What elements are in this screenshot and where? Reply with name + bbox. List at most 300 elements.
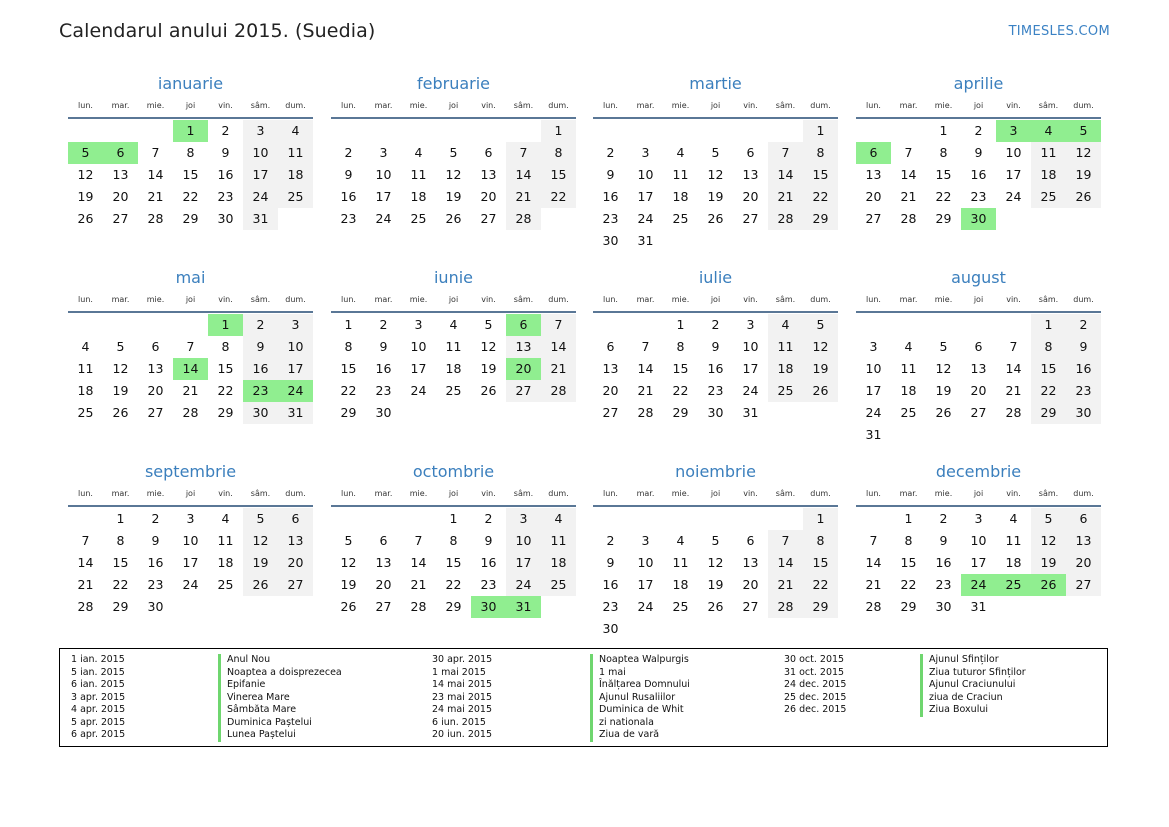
header-rule — [331, 505, 576, 507]
weekday-label: mie. — [409, 489, 428, 498]
day-cell: 18 — [672, 189, 689, 204]
day-cell: 2 — [344, 145, 353, 160]
weekday-label: mar. — [636, 489, 655, 498]
empty-cell — [663, 508, 698, 530]
day-cell: 15 — [935, 167, 952, 182]
day-cell: 21 — [768, 186, 803, 208]
day-cell: 26 — [707, 211, 724, 226]
weekday-header — [331, 99, 576, 113]
header-rule — [593, 505, 838, 507]
day-cell: 13 — [147, 361, 164, 376]
day-cell: 30 — [602, 621, 619, 636]
day-cell: 17 — [1005, 167, 1022, 182]
day-cell: 25 — [672, 599, 689, 614]
day-cell: 3 — [243, 120, 278, 142]
day-cell: 4 — [676, 533, 685, 548]
day-cell: 3 — [414, 317, 423, 332]
day-cell: 27 — [970, 405, 987, 420]
legend-date: 4 apr. 2015 — [71, 704, 126, 715]
day-cell: 17 — [506, 552, 541, 574]
legend-names-col-1 — [218, 654, 342, 742]
day-cell: 27 — [1066, 574, 1101, 596]
legend-holiday-name: Înălțarea Domnului — [590, 679, 690, 692]
weekday-label: sâm. — [513, 489, 534, 498]
empty-cell — [103, 120, 138, 142]
day-cell: 5 — [803, 314, 838, 336]
day-cell: 4 — [221, 511, 230, 526]
day-cell: 17 — [243, 164, 278, 186]
day-cell: 13 — [970, 361, 987, 376]
day-cell: 23 — [1066, 380, 1101, 402]
day-cell: 20 — [112, 189, 129, 204]
day-cell: 26 — [480, 383, 497, 398]
weekday-label: joi — [973, 489, 984, 498]
legend-date: 24 dec. 2015 — [784, 679, 847, 690]
day-cell: 30 — [471, 596, 506, 618]
day-cell: 31 — [506, 596, 541, 618]
days-grid — [856, 120, 1101, 230]
empty-cell — [103, 314, 138, 336]
weekday-label: dum. — [285, 295, 306, 304]
weekday-label: mar. — [899, 101, 918, 110]
day-cell: 29 — [900, 599, 917, 614]
legend-date: 1 mai 2015 — [432, 666, 486, 678]
month-title: iunie — [433, 268, 473, 287]
weekday-label: joi — [448, 101, 459, 110]
weekday-label: mar. — [374, 101, 393, 110]
day-cell: 8 — [344, 339, 353, 354]
day-cell: 22 — [672, 383, 689, 398]
day-cell: 20 — [506, 358, 541, 380]
day-cell: 20 — [742, 577, 759, 592]
day-cell: 16 — [935, 555, 952, 570]
day-cell: 1 — [676, 317, 685, 332]
day-cell: 20 — [865, 189, 882, 204]
day-cell: 24 — [1005, 189, 1022, 204]
empty-cell — [628, 120, 663, 142]
month-octombrie — [331, 461, 576, 618]
day-cell: 27 — [375, 599, 392, 614]
day-cell: 23 — [217, 189, 234, 204]
day-cell: 7 — [414, 533, 423, 548]
day-cell: 19 — [445, 189, 462, 204]
day-cell: 6 — [974, 339, 983, 354]
day-cell: 25 — [410, 211, 427, 226]
day-cell: 10 — [1005, 145, 1022, 160]
day-cell: 28 — [541, 380, 576, 402]
month-title: iulie — [698, 268, 733, 287]
weekday-label: joi — [710, 101, 721, 110]
day-cell: 27 — [480, 211, 497, 226]
day-cell: 29 — [672, 405, 689, 420]
day-cell: 22 — [1031, 380, 1066, 402]
day-cell: 29 — [445, 599, 462, 614]
day-cell: 24 — [243, 186, 278, 208]
day-cell: 8 — [541, 142, 576, 164]
day-cell: 7 — [768, 142, 803, 164]
day-cell: 1 — [803, 508, 838, 530]
day-cell: 11 — [278, 142, 313, 164]
day-cell: 2 — [1066, 314, 1101, 336]
day-cell: 29 — [803, 208, 838, 230]
day-cell: 20 — [375, 577, 392, 592]
days-grid — [68, 120, 313, 230]
header-rule — [68, 311, 313, 313]
month-mai — [68, 267, 313, 424]
day-cell: 17 — [637, 577, 654, 592]
day-cell: 13 — [278, 530, 313, 552]
weekday-label: joi — [185, 101, 196, 110]
day-cell: 14 — [768, 552, 803, 574]
empty-cell — [733, 508, 768, 530]
weekday-label: lun. — [866, 489, 881, 498]
header-rule — [331, 311, 576, 313]
weekday-label: sâm. — [250, 101, 271, 110]
day-cell: 16 — [480, 555, 497, 570]
empty-cell — [331, 508, 366, 530]
day-cell: 14 — [865, 555, 882, 570]
day-cell: 3 — [278, 314, 313, 336]
day-cell: 22 — [900, 577, 917, 592]
day-cell: 30 — [935, 599, 952, 614]
day-cell: 11 — [217, 533, 234, 548]
day-cell: 30 — [217, 211, 234, 226]
day-cell: 24 — [375, 211, 392, 226]
weekday-header — [593, 487, 838, 501]
day-cell: 5 — [939, 339, 948, 354]
legend-names-col-2 — [590, 654, 690, 742]
day-cell: 6 — [484, 145, 493, 160]
legend-date: 6 ian. 2015 — [71, 679, 125, 690]
day-cell: 12 — [340, 555, 357, 570]
day-cell: 31 — [865, 427, 882, 442]
day-cell: 5 — [243, 508, 278, 530]
day-cell: 25 — [217, 577, 234, 592]
day-cell: 4 — [676, 145, 685, 160]
weekday-label: dum. — [1073, 489, 1094, 498]
day-cell: 23 — [340, 211, 357, 226]
legend-holiday-name: Epifanie — [218, 679, 342, 692]
empty-cell — [996, 314, 1031, 336]
day-cell: 24 — [637, 211, 654, 226]
day-cell: 22 — [182, 189, 199, 204]
holiday-legend — [59, 648, 1108, 747]
header-rule — [593, 311, 838, 313]
legend-date: 6 apr. 2015 — [71, 729, 126, 740]
day-cell: 23 — [375, 383, 392, 398]
day-cell: 9 — [243, 336, 278, 358]
day-cell: 26 — [707, 599, 724, 614]
weekday-label: mar. — [111, 295, 130, 304]
day-cell: 10 — [865, 361, 882, 376]
empty-cell — [471, 120, 506, 142]
day-cell: 26 — [445, 211, 462, 226]
day-cell: 28 — [77, 599, 94, 614]
day-cell: 26 — [935, 405, 952, 420]
day-cell: 9 — [606, 167, 615, 182]
day-cell: 21 — [900, 189, 917, 204]
day-cell: 3 — [506, 508, 541, 530]
day-cell: 27 — [742, 599, 759, 614]
day-cell: 10 — [970, 533, 987, 548]
days-grid — [593, 314, 838, 424]
day-cell: 29 — [340, 405, 357, 420]
month-title: martie — [689, 74, 742, 93]
day-cell: 5 — [1031, 508, 1066, 530]
weekday-label: lun. — [341, 295, 356, 304]
day-cell: 24 — [182, 577, 199, 592]
empty-cell — [926, 314, 961, 336]
day-cell: 3 — [379, 145, 388, 160]
empty-cell — [663, 120, 698, 142]
day-cell: 15 — [217, 361, 234, 376]
weekday-label: mar. — [374, 489, 393, 498]
day-cell: 4 — [1031, 120, 1066, 142]
day-cell: 28 — [768, 596, 803, 618]
day-cell: 20 — [147, 383, 164, 398]
day-cell: 1 — [344, 317, 353, 332]
day-cell: 28 — [900, 211, 917, 226]
empty-cell — [628, 314, 663, 336]
weekday-label: mar. — [899, 295, 918, 304]
weekday-label: joi — [448, 489, 459, 498]
day-cell: 28 — [768, 208, 803, 230]
weekday-label: mie. — [146, 101, 165, 110]
weekday-label: sâm. — [250, 295, 271, 304]
day-cell: 5 — [344, 533, 353, 548]
days-grid — [331, 508, 576, 618]
day-cell: 3 — [641, 533, 650, 548]
day-cell: 13 — [742, 167, 759, 182]
weekday-label: mar. — [899, 489, 918, 498]
day-cell: 22 — [935, 189, 952, 204]
month-ianuarie — [68, 73, 313, 230]
empty-cell — [436, 120, 471, 142]
day-cell: 9 — [606, 555, 615, 570]
empty-cell — [891, 120, 926, 142]
day-cell: 14 — [147, 167, 164, 182]
empty-cell — [733, 120, 768, 142]
day-cell: 24 — [961, 574, 996, 596]
weekday-label: dum. — [1073, 295, 1094, 304]
day-cell: 23 — [147, 577, 164, 592]
day-cell: 20 — [602, 383, 619, 398]
day-cell: 8 — [676, 339, 685, 354]
weekday-label: vin. — [743, 295, 758, 304]
weekday-label: lun. — [603, 295, 618, 304]
day-cell: 15 — [900, 555, 917, 570]
legend-date: 23 mai 2015 — [432, 691, 493, 703]
day-cell: 1 — [939, 123, 948, 138]
day-cell: 4 — [904, 339, 913, 354]
day-cell: 21 — [410, 577, 427, 592]
day-cell: 14 — [1005, 361, 1022, 376]
day-cell: 2 — [484, 511, 493, 526]
day-cell: 26 — [803, 380, 838, 402]
legend-date: 24 mai 2015 — [432, 704, 493, 715]
day-cell: 20 — [742, 189, 759, 204]
day-cell: 16 — [602, 577, 619, 592]
weekday-header — [856, 293, 1101, 307]
day-cell: 26 — [1066, 186, 1101, 208]
day-cell: 7 — [904, 145, 913, 160]
day-cell: 12 — [445, 167, 462, 182]
day-cell: 18 — [672, 577, 689, 592]
empty-cell — [593, 508, 628, 530]
days-grid — [68, 314, 313, 424]
day-cell: 19 — [112, 383, 129, 398]
day-cell: 17 — [865, 383, 882, 398]
day-cell: 11 — [768, 336, 803, 358]
empty-cell — [628, 508, 663, 530]
day-cell: 5 — [68, 142, 103, 164]
day-cell: 1 — [1031, 314, 1066, 336]
day-cell: 6 — [746, 145, 755, 160]
day-cell: 19 — [1066, 164, 1101, 186]
month-februarie — [331, 73, 576, 230]
day-cell: 28 — [506, 208, 541, 230]
weekday-header — [68, 293, 313, 307]
day-cell: 31 — [278, 402, 313, 424]
day-cell: 12 — [1031, 530, 1066, 552]
day-cell: 23 — [243, 380, 278, 402]
legend-date: 20 iun. 2015 — [432, 729, 493, 740]
day-cell: 28 — [1005, 405, 1022, 420]
weekday-label: vin. — [481, 101, 496, 110]
day-cell: 15 — [340, 361, 357, 376]
month-noiembrie — [593, 461, 838, 640]
empty-cell — [856, 508, 891, 530]
header-rule — [856, 505, 1101, 507]
days-grid — [856, 314, 1101, 446]
weekday-label: vin. — [1006, 101, 1021, 110]
day-cell: 8 — [803, 530, 838, 552]
day-cell: 24 — [637, 599, 654, 614]
day-cell: 30 — [602, 233, 619, 248]
weekday-label: mie. — [671, 295, 690, 304]
legend-date: 25 dec. 2015 — [784, 691, 847, 703]
day-cell: 4 — [414, 145, 423, 160]
day-cell: 24 — [865, 405, 882, 420]
day-cell: 3 — [996, 120, 1031, 142]
day-cell: 13 — [742, 555, 759, 570]
day-cell: 21 — [541, 358, 576, 380]
day-cell: 27 — [147, 405, 164, 420]
day-cell: 7 — [151, 145, 160, 160]
day-cell: 20 — [970, 383, 987, 398]
day-cell: 21 — [637, 383, 654, 398]
day-cell: 8 — [186, 145, 195, 160]
weekday-label: lun. — [866, 101, 881, 110]
empty-cell — [698, 120, 733, 142]
day-cell: 29 — [1031, 402, 1066, 424]
weekday-header — [68, 99, 313, 113]
day-cell: 19 — [1031, 552, 1066, 574]
brand-link[interactable]: TIMESLES.COM — [1008, 24, 1110, 39]
day-cell: 25 — [77, 405, 94, 420]
weekday-label: vin. — [743, 101, 758, 110]
day-cell: 15 — [803, 552, 838, 574]
empty-cell — [856, 120, 891, 142]
empty-cell — [593, 314, 628, 336]
day-cell: 11 — [672, 555, 689, 570]
month-title: noiembrie — [675, 462, 756, 481]
day-cell: 3 — [186, 511, 195, 526]
day-cell: 11 — [900, 361, 917, 376]
day-cell: 11 — [1031, 142, 1066, 164]
days-grid — [856, 508, 1101, 618]
legend-holiday-name: Ziua Boxului — [920, 704, 1026, 717]
day-cell: 5 — [116, 339, 125, 354]
weekday-label: joi — [973, 101, 984, 110]
day-cell: 12 — [803, 336, 838, 358]
weekday-label: mie. — [934, 489, 953, 498]
day-cell: 8 — [939, 145, 948, 160]
weekday-label: mar. — [374, 295, 393, 304]
day-cell: 27 — [112, 211, 129, 226]
day-cell: 2 — [939, 511, 948, 526]
day-cell: 10 — [375, 167, 392, 182]
day-cell: 1 — [208, 314, 243, 336]
day-cell: 14 — [541, 336, 576, 358]
day-cell: 14 — [77, 555, 94, 570]
day-cell: 20 — [1066, 552, 1101, 574]
day-cell: 12 — [1066, 142, 1101, 164]
day-cell: 30 — [147, 599, 164, 614]
empty-cell — [68, 508, 103, 530]
day-cell: 7 — [506, 142, 541, 164]
day-cell: 15 — [672, 361, 689, 376]
weekday-header — [856, 99, 1101, 113]
weekday-label: joi — [185, 489, 196, 498]
day-cell: 23 — [602, 599, 619, 614]
legend-holiday-name: Noaptea a doisprezecea — [218, 667, 342, 680]
day-cell: 16 — [375, 361, 392, 376]
day-cell: 5 — [1066, 120, 1101, 142]
weekday-label: mie. — [409, 295, 428, 304]
weekday-label: vin. — [218, 295, 233, 304]
day-cell: 22 — [217, 383, 234, 398]
month-title: aprilie — [953, 74, 1004, 93]
day-cell: 12 — [77, 167, 94, 182]
legend-holiday-name: Ziua de vară — [590, 729, 690, 742]
day-cell: 1 — [541, 120, 576, 142]
day-cell: 13 — [480, 167, 497, 182]
legend-dates-col-2 — [432, 654, 492, 742]
day-cell: 11 — [410, 167, 427, 182]
day-cell: 15 — [182, 167, 199, 182]
header-rule — [856, 311, 1101, 313]
day-cell: 14 — [173, 358, 208, 380]
day-cell: 7 — [869, 533, 878, 548]
month-iunie — [331, 267, 576, 424]
day-cell: 29 — [182, 211, 199, 226]
month-aprilie — [856, 73, 1101, 230]
day-cell: 27 — [742, 211, 759, 226]
day-cell: 26 — [77, 211, 94, 226]
day-cell: 21 — [77, 577, 94, 592]
legend-holiday-name: 1 mai — [590, 667, 690, 680]
month-title: decembrie — [935, 462, 1022, 481]
day-cell: 17 — [278, 358, 313, 380]
weekday-label: lun. — [341, 101, 356, 110]
day-cell: 28 — [410, 599, 427, 614]
weekday-label: mie. — [146, 489, 165, 498]
weekday-label: vin. — [218, 101, 233, 110]
day-cell: 11 — [77, 361, 94, 376]
legend-holiday-name: Ajunul Rusaliilor — [590, 692, 690, 705]
day-cell: 16 — [147, 555, 164, 570]
